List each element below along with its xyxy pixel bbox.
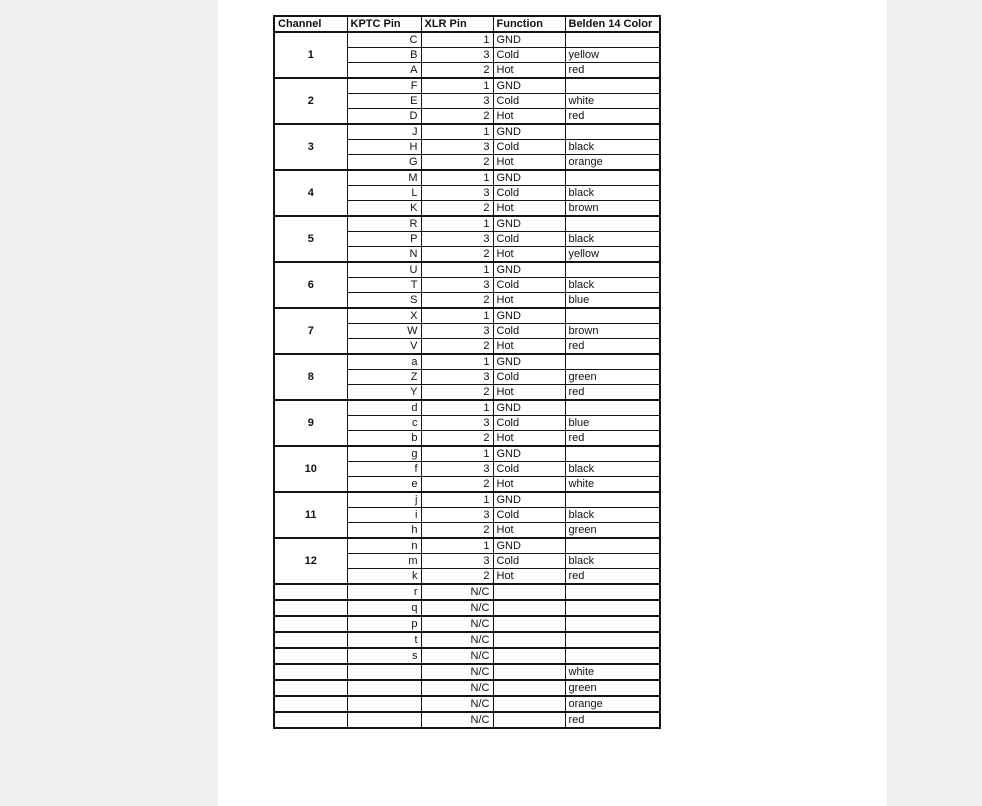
function-cell: Hot <box>493 431 565 447</box>
color-cell <box>565 446 660 462</box>
xlr-pin-cell: 2 <box>421 523 493 539</box>
nc-row <box>274 696 660 712</box>
color-cell <box>565 354 660 370</box>
function-cell: Cold <box>493 370 565 385</box>
kptc-pin-cell: d <box>347 400 421 416</box>
xlr-pin-cell: N/C <box>421 648 493 664</box>
kptc-pin-cell: L <box>347 186 421 201</box>
color-cell <box>565 648 660 664</box>
function-cell: Cold <box>493 94 565 109</box>
function-cell: GND <box>493 446 565 462</box>
color-cell: red <box>565 63 660 79</box>
xlr-pin-cell: 2 <box>421 63 493 79</box>
kptc-pin-cell: G <box>347 155 421 171</box>
xlr-pin-cell: 3 <box>421 140 493 155</box>
kptc-pin-cell: H <box>347 140 421 155</box>
color-cell: yellow <box>565 247 660 263</box>
function-cell: GND <box>493 400 565 416</box>
channel-number-cell: 7 <box>274 308 347 354</box>
table-header <box>274 16 660 32</box>
xlr-pin-cell: N/C <box>421 632 493 648</box>
nc-row <box>274 664 660 680</box>
color-cell: green <box>565 680 660 696</box>
channel-number-cell: 4 <box>274 170 347 216</box>
function-cell: Cold <box>493 462 565 477</box>
function-cell <box>493 632 565 648</box>
nc-row <box>274 584 660 600</box>
kptc-pin-cell: f <box>347 462 421 477</box>
color-cell: black <box>565 186 660 201</box>
function-cell: GND <box>493 354 565 370</box>
xlr-pin-cell: 1 <box>421 308 493 324</box>
kptc-pin-cell: S <box>347 293 421 309</box>
kptc-pin-cell: g <box>347 446 421 462</box>
color-cell: orange <box>565 696 660 712</box>
channel-row <box>274 78 660 94</box>
xlr-pin-cell: 2 <box>421 109 493 125</box>
wiring-pinout-table <box>273 15 661 729</box>
kptc-pin-cell: J <box>347 124 421 140</box>
channel-number-cell <box>274 680 347 696</box>
kptc-pin-cell: P <box>347 232 421 247</box>
function-cell <box>493 616 565 632</box>
function-cell: Hot <box>493 477 565 493</box>
channel-number-cell: 3 <box>274 124 347 170</box>
nc-row <box>274 680 660 696</box>
channel-number-cell: 9 <box>274 400 347 446</box>
kptc-pin-cell: U <box>347 262 421 278</box>
channel-number-cell <box>274 600 347 616</box>
function-cell <box>493 600 565 616</box>
column-header-belden-color: Belden 14 Color <box>565 16 660 32</box>
function-cell <box>493 696 565 712</box>
function-cell <box>493 584 565 600</box>
nc-row <box>274 712 660 728</box>
xlr-pin-cell: 3 <box>421 48 493 63</box>
color-cell: yellow <box>565 48 660 63</box>
xlr-pin-cell: 2 <box>421 339 493 355</box>
function-cell: GND <box>493 538 565 554</box>
xlr-pin-cell: 3 <box>421 508 493 523</box>
function-cell: Hot <box>493 63 565 79</box>
channel-row <box>274 446 660 462</box>
xlr-pin-cell: 3 <box>421 278 493 293</box>
kptc-pin-cell: K <box>347 201 421 217</box>
channel-number-cell <box>274 616 347 632</box>
kptc-pin-cell: A <box>347 63 421 79</box>
kptc-pin-cell: b <box>347 431 421 447</box>
color-cell: black <box>565 232 660 247</box>
color-cell <box>565 538 660 554</box>
kptc-pin-cell: a <box>347 354 421 370</box>
function-cell: GND <box>493 78 565 94</box>
channel-number-cell <box>274 712 347 728</box>
function-cell: Hot <box>493 201 565 217</box>
xlr-pin-cell: N/C <box>421 664 493 680</box>
kptc-pin-cell: m <box>347 554 421 569</box>
function-cell <box>493 664 565 680</box>
function-cell: GND <box>493 170 565 186</box>
kptc-pin-cell <box>347 696 421 712</box>
xlr-pin-cell: N/C <box>421 584 493 600</box>
xlr-pin-cell: 3 <box>421 94 493 109</box>
xlr-pin-cell: 3 <box>421 554 493 569</box>
color-cell <box>565 170 660 186</box>
table-body <box>274 32 660 728</box>
color-cell: red <box>565 109 660 125</box>
kptc-pin-cell: T <box>347 278 421 293</box>
color-cell: red <box>565 569 660 585</box>
function-cell: Hot <box>493 385 565 401</box>
function-cell: Cold <box>493 508 565 523</box>
function-cell: Cold <box>493 186 565 201</box>
function-cell: Hot <box>493 155 565 171</box>
kptc-pin-cell: c <box>347 416 421 431</box>
color-cell <box>565 584 660 600</box>
channel-number-cell <box>274 696 347 712</box>
function-cell: GND <box>493 124 565 140</box>
function-cell: Cold <box>493 140 565 155</box>
xlr-pin-cell: N/C <box>421 712 493 728</box>
channel-number-cell: 1 <box>274 32 347 78</box>
channel-number-cell: 8 <box>274 354 347 400</box>
kptc-pin-cell: n <box>347 538 421 554</box>
color-cell <box>565 78 660 94</box>
channel-row <box>274 170 660 186</box>
kptc-pin-cell: E <box>347 94 421 109</box>
xlr-pin-cell: 1 <box>421 124 493 140</box>
kptc-pin-cell <box>347 680 421 696</box>
header-row <box>274 16 660 32</box>
color-cell: orange <box>565 155 660 171</box>
xlr-pin-cell: 1 <box>421 262 493 278</box>
color-cell: red <box>565 339 660 355</box>
color-cell <box>565 600 660 616</box>
xlr-pin-cell: 2 <box>421 477 493 493</box>
xlr-pin-cell: 1 <box>421 216 493 232</box>
function-cell: Cold <box>493 324 565 339</box>
color-cell: black <box>565 554 660 569</box>
channel-number-cell: 10 <box>274 446 347 492</box>
xlr-pin-cell: N/C <box>421 680 493 696</box>
channel-row <box>274 400 660 416</box>
channel-row <box>274 538 660 554</box>
kptc-pin-cell <box>347 712 421 728</box>
color-cell: red <box>565 431 660 447</box>
xlr-pin-cell: 2 <box>421 385 493 401</box>
xlr-pin-cell: 3 <box>421 186 493 201</box>
color-cell: red <box>565 712 660 728</box>
nc-row <box>274 616 660 632</box>
kptc-pin-cell: p <box>347 616 421 632</box>
xlr-pin-cell: 2 <box>421 201 493 217</box>
function-cell: GND <box>493 32 565 48</box>
channel-number-cell: 11 <box>274 492 347 538</box>
color-cell: black <box>565 508 660 523</box>
function-cell <box>493 648 565 664</box>
nc-row <box>274 648 660 664</box>
xlr-pin-cell: 3 <box>421 232 493 247</box>
color-cell <box>565 492 660 508</box>
channel-number-cell: 12 <box>274 538 347 584</box>
kptc-pin-cell: q <box>347 600 421 616</box>
kptc-pin-cell: Y <box>347 385 421 401</box>
channel-row <box>274 32 660 48</box>
function-cell: GND <box>493 308 565 324</box>
kptc-pin-cell: h <box>347 523 421 539</box>
channel-row <box>274 354 660 370</box>
xlr-pin-cell: 2 <box>421 247 493 263</box>
xlr-pin-cell: 3 <box>421 416 493 431</box>
channel-number-cell: 5 <box>274 216 347 262</box>
function-cell: Cold <box>493 416 565 431</box>
channel-row <box>274 262 660 278</box>
kptc-pin-cell: W <box>347 324 421 339</box>
color-cell: white <box>565 94 660 109</box>
function-cell: GND <box>493 216 565 232</box>
column-header-channel: Channel <box>274 16 347 32</box>
color-cell <box>565 400 660 416</box>
kptc-pin-cell: F <box>347 78 421 94</box>
column-header-kptc-pin: KPTC Pin <box>347 16 421 32</box>
xlr-pin-cell: 1 <box>421 354 493 370</box>
kptc-pin-cell <box>347 664 421 680</box>
function-cell: Cold <box>493 232 565 247</box>
xlr-pin-cell: 2 <box>421 431 493 447</box>
xlr-pin-cell: 3 <box>421 462 493 477</box>
channel-number-cell <box>274 584 347 600</box>
xlr-pin-cell: 1 <box>421 32 493 48</box>
color-cell <box>565 124 660 140</box>
color-cell: black <box>565 140 660 155</box>
color-cell: black <box>565 278 660 293</box>
color-cell <box>565 632 660 648</box>
function-cell: GND <box>493 262 565 278</box>
kptc-pin-cell: i <box>347 508 421 523</box>
kptc-pin-cell: B <box>347 48 421 63</box>
kptc-pin-cell: V <box>347 339 421 355</box>
kptc-pin-cell: N <box>347 247 421 263</box>
channel-row <box>274 124 660 140</box>
function-cell: Cold <box>493 278 565 293</box>
document-page <box>218 0 887 806</box>
color-cell <box>565 262 660 278</box>
channel-number-cell: 6 <box>274 262 347 308</box>
color-cell <box>565 308 660 324</box>
function-cell: Hot <box>493 523 565 539</box>
kptc-pin-cell: e <box>347 477 421 493</box>
xlr-pin-cell: 1 <box>421 492 493 508</box>
xlr-pin-cell: 1 <box>421 400 493 416</box>
color-cell: white <box>565 664 660 680</box>
channel-row <box>274 216 660 232</box>
color-cell: white <box>565 477 660 493</box>
xlr-pin-cell: 1 <box>421 170 493 186</box>
channel-row <box>274 492 660 508</box>
function-cell: GND <box>493 492 565 508</box>
function-cell: Cold <box>493 554 565 569</box>
color-cell: black <box>565 462 660 477</box>
column-header-xlr-pin: XLR Pin <box>421 16 493 32</box>
function-cell: Cold <box>493 48 565 63</box>
kptc-pin-cell: k <box>347 569 421 585</box>
xlr-pin-cell: N/C <box>421 616 493 632</box>
xlr-pin-cell: 2 <box>421 569 493 585</box>
nc-row <box>274 632 660 648</box>
xlr-pin-cell: 1 <box>421 446 493 462</box>
xlr-pin-cell: 1 <box>421 78 493 94</box>
xlr-pin-cell: 2 <box>421 293 493 309</box>
channel-number-cell: 2 <box>274 78 347 124</box>
color-cell: blue <box>565 293 660 309</box>
channel-number-cell <box>274 632 347 648</box>
kptc-pin-cell: X <box>347 308 421 324</box>
kptc-pin-cell: Z <box>347 370 421 385</box>
kptc-pin-cell: r <box>347 584 421 600</box>
color-cell: green <box>565 370 660 385</box>
function-cell <box>493 712 565 728</box>
color-cell: brown <box>565 324 660 339</box>
xlr-pin-cell: N/C <box>421 696 493 712</box>
channel-row <box>274 308 660 324</box>
kptc-pin-cell: s <box>347 648 421 664</box>
channel-number-cell <box>274 664 347 680</box>
color-cell: brown <box>565 201 660 217</box>
function-cell: Hot <box>493 339 565 355</box>
function-cell: Hot <box>493 569 565 585</box>
kptc-pin-cell: C <box>347 32 421 48</box>
xlr-pin-cell: 2 <box>421 155 493 171</box>
color-cell: blue <box>565 416 660 431</box>
kptc-pin-cell: t <box>347 632 421 648</box>
channel-number-cell <box>274 648 347 664</box>
color-cell <box>565 216 660 232</box>
kptc-pin-cell: M <box>347 170 421 186</box>
kptc-pin-cell: D <box>347 109 421 125</box>
column-header-function: Function <box>493 16 565 32</box>
xlr-pin-cell: N/C <box>421 600 493 616</box>
function-cell: Hot <box>493 293 565 309</box>
function-cell: Hot <box>493 109 565 125</box>
color-cell <box>565 616 660 632</box>
color-cell: red <box>565 385 660 401</box>
function-cell: Hot <box>493 247 565 263</box>
xlr-pin-cell: 3 <box>421 370 493 385</box>
function-cell <box>493 680 565 696</box>
kptc-pin-cell: j <box>347 492 421 508</box>
kptc-pin-cell: R <box>347 216 421 232</box>
nc-row <box>274 600 660 616</box>
xlr-pin-cell: 3 <box>421 324 493 339</box>
color-cell: green <box>565 523 660 539</box>
color-cell <box>565 32 660 48</box>
xlr-pin-cell: 1 <box>421 538 493 554</box>
